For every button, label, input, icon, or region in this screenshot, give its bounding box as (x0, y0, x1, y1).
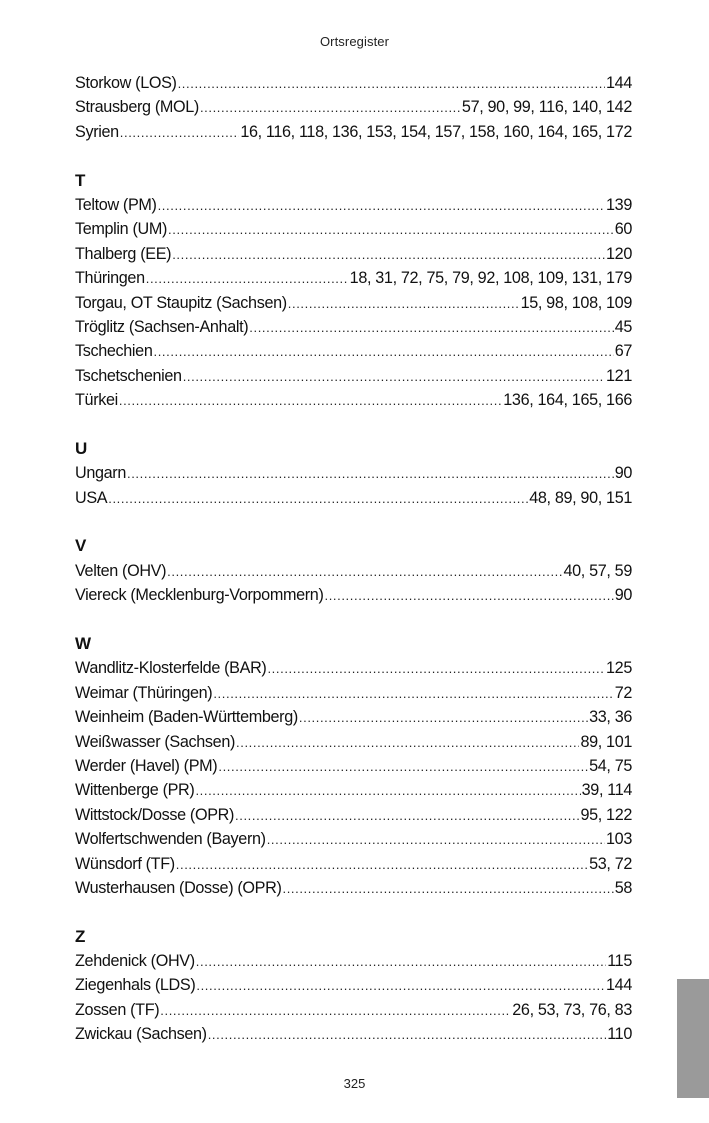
place-name: USA (75, 488, 108, 507)
index-entry (75, 778, 632, 802)
page-references: 54, 75 (589, 756, 632, 775)
index-entry (75, 266, 632, 290)
letter-heading: U (75, 438, 88, 458)
index-section (75, 925, 632, 1047)
place-name: Teltow (PM) (75, 195, 157, 214)
index-entry (75, 559, 632, 583)
page-references: 115 (607, 952, 632, 971)
place-name: Weißwasser (Sachsen) (75, 732, 236, 751)
place-name: Torgau, OT Staupitz (Sachsen) (75, 293, 287, 312)
index-section (75, 534, 632, 607)
index-entry (75, 242, 632, 266)
index-entry (75, 95, 632, 119)
page-references: 90 (614, 586, 632, 605)
page-references: 26, 53, 73, 76, 83 (512, 1000, 632, 1019)
place-index (75, 71, 632, 1047)
dot-leader (249, 316, 613, 339)
page-references: 48, 89, 90, 151 (529, 488, 632, 507)
index-entry (75, 973, 632, 997)
index-entry (75, 827, 632, 851)
page-references: 110 (607, 1025, 632, 1044)
place-name: Viereck (Mecklenburg-Vorpommern) (75, 586, 324, 605)
index-entry (75, 803, 632, 827)
dot-leader (196, 950, 606, 973)
dot-leader (200, 96, 461, 119)
place-name: Weinheim (Baden-Württemberg) (75, 708, 298, 727)
page-references: 18, 31, 72, 75, 79, 92, 108, 109, 131, 179 (349, 269, 632, 288)
page-references: 144 (606, 976, 632, 995)
place-name: Thalberg (EE) (75, 244, 172, 263)
index-entry (75, 583, 632, 607)
index-entry (75, 754, 632, 778)
index-entry (75, 486, 632, 510)
dot-leader (158, 194, 605, 217)
page-references: 136, 164, 165, 166 (503, 391, 632, 410)
dot-leader (267, 657, 605, 680)
index-entry (75, 315, 632, 339)
dot-leader (146, 267, 349, 290)
dot-leader (127, 462, 614, 485)
dot-leader (183, 365, 605, 388)
place-name: Tschechien (75, 342, 153, 361)
page-references: 33, 36 (589, 708, 632, 727)
index-section (75, 437, 632, 510)
place-name: Thüringen (75, 269, 145, 288)
letter-heading: T (75, 170, 86, 190)
place-name: Wandlitz-Klosterfelde (BAR) (75, 659, 267, 678)
place-name: Ungarn (75, 464, 126, 483)
place-name: Storkow (LOS) (75, 74, 177, 92)
page-references: 57, 90, 99, 116, 140, 142 (461, 98, 632, 117)
place-name: Zossen (TF) (75, 1000, 160, 1019)
index-entry (75, 681, 632, 705)
dot-leader (196, 974, 605, 997)
place-name: Zehdenick (OHV) (75, 952, 195, 971)
page-references: 144 (606, 74, 632, 92)
place-name: Strausberg (MOL) (75, 98, 199, 117)
page-references: 58 (614, 878, 632, 897)
page-references: 90 (614, 464, 632, 483)
place-name: Wolfertschwenden (Bayern) (75, 830, 266, 849)
dot-leader (218, 755, 588, 778)
page-references: 15, 98, 108, 109 (520, 293, 632, 312)
page-references: 103 (606, 830, 632, 849)
index-entry (75, 364, 632, 388)
page-references: 53, 72 (589, 854, 632, 873)
page-references: 95, 122 (580, 805, 632, 824)
index-entry (75, 461, 632, 485)
page-references: 72 (614, 683, 632, 702)
place-name: Ziegenhals (LDS) (75, 976, 196, 995)
dot-leader (235, 804, 579, 827)
index-entry (75, 388, 632, 412)
dot-leader (108, 487, 528, 510)
index-section (75, 169, 632, 413)
index-entry (75, 998, 632, 1022)
index-entry (75, 291, 632, 315)
page-references: 40, 57, 59 (563, 561, 632, 580)
dot-leader (325, 584, 614, 607)
index-entry (75, 120, 632, 144)
place-name: Wittstock/Dosse (OPR) (75, 805, 235, 824)
dot-leader (236, 731, 579, 754)
thumb-index-tab (677, 979, 709, 1098)
page-references: 120 (606, 244, 632, 263)
index-entry (75, 1022, 632, 1046)
letter-heading: W (75, 633, 92, 653)
page-references: 60 (614, 220, 632, 239)
index-entry (75, 339, 632, 363)
page-number: 325 (343, 1076, 366, 1091)
dot-leader (178, 72, 605, 95)
running-header: Ortsregister (319, 34, 390, 49)
dot-leader (288, 292, 520, 315)
index-entry (75, 656, 632, 680)
index-entry (75, 876, 632, 900)
letter-heading: Z (75, 926, 86, 946)
index-entry (75, 730, 632, 754)
place-name: Tröglitz (Sachsen-Anhalt) (75, 317, 249, 336)
page-references: 121 (606, 366, 632, 385)
dot-leader (208, 1023, 607, 1046)
place-name: Werder (Havel) (PM) (75, 756, 218, 775)
page-references: 67 (614, 342, 632, 361)
index-entry (75, 852, 632, 876)
dot-leader (167, 560, 562, 583)
dot-leader (172, 243, 605, 266)
dot-leader (168, 218, 614, 241)
page-references: 45 (614, 317, 632, 336)
dot-leader (283, 877, 614, 900)
page-references: 139 (606, 195, 632, 214)
page-references: 89, 101 (580, 732, 632, 751)
page-references: 16, 116, 118, 136, 153, 154, 157, 158, 160, 164, 165, 172 (240, 122, 632, 141)
place-name: Templin (UM) (75, 220, 168, 239)
index-entry (75, 193, 632, 217)
index-section (75, 71, 632, 144)
dot-leader (299, 706, 588, 729)
dot-leader (267, 828, 605, 851)
place-name: Syrien (75, 122, 119, 141)
page-references: 39, 114 (581, 781, 632, 800)
index-section (75, 632, 632, 900)
index-entry (75, 949, 632, 973)
dot-leader (160, 999, 511, 1022)
page-references: 125 (606, 659, 632, 678)
place-name: Tschetschenien (75, 366, 182, 385)
dot-leader (213, 682, 613, 705)
dot-leader (120, 121, 240, 144)
dot-leader (176, 853, 588, 876)
index-entry (75, 71, 632, 95)
place-name: Wittenberge (PR) (75, 781, 195, 800)
index-entry (75, 217, 632, 241)
place-name: Weimar (Thüringen) (75, 683, 213, 702)
place-name: Zwickau (Sachsen) (75, 1025, 207, 1044)
place-name: Velten (OHV) (75, 561, 167, 580)
place-name: Wusterhausen (Dosse) (OPR) (75, 878, 282, 897)
letter-heading: V (75, 536, 87, 556)
index-entry (75, 705, 632, 729)
dot-leader (119, 389, 502, 412)
place-name: Wünsdorf (TF) (75, 854, 175, 873)
place-name: Türkei (75, 391, 118, 410)
dot-leader (195, 779, 580, 802)
dot-leader (153, 340, 613, 363)
